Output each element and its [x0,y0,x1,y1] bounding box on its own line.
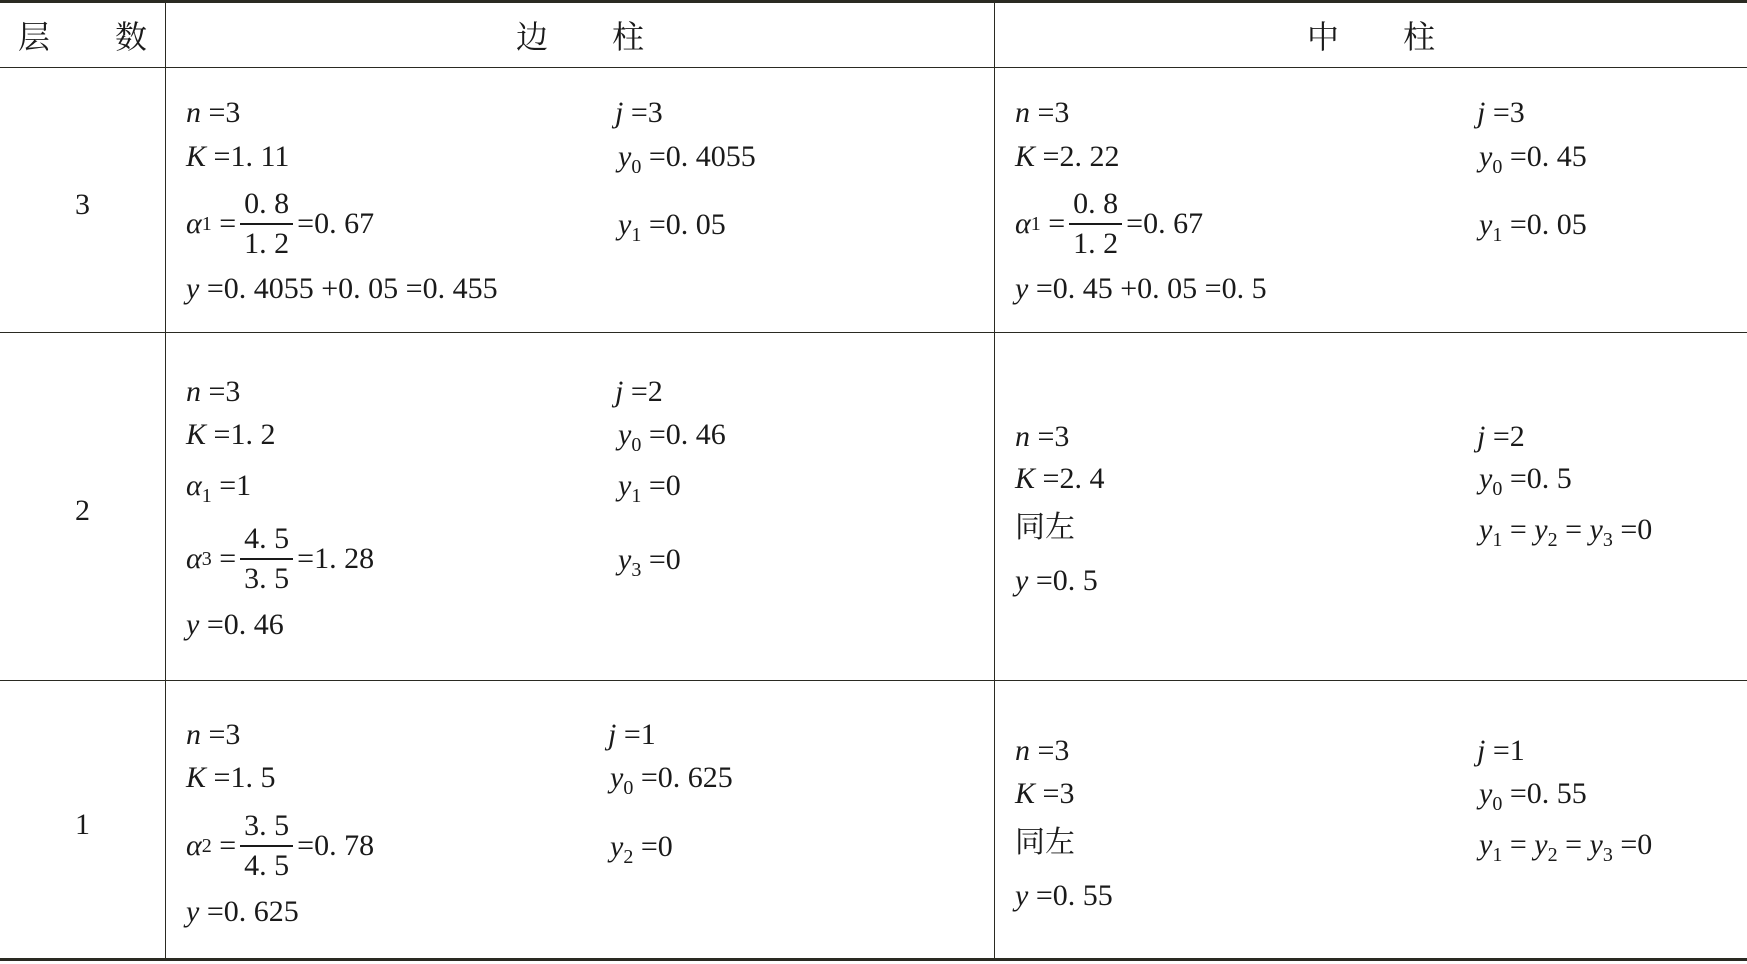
r1-edge-alpha2: α 2 = $\frac{3. 5}{4. 5}$ = 0. 78 [186,809,375,882]
r1-mid-y: y =0. 55 [1015,879,1113,912]
header-edge-b: 柱 [612,19,645,55]
r1-edge-K-val: 1. 5 [230,761,276,794]
r1-edge-alpha2-val: 0. 78 [314,829,375,862]
r3-edge-alpha-frac [240,189,293,259]
r2-edge-n-val: 3 [225,375,241,408]
r3-mid-K-val: 2. 22 [1059,140,1120,173]
r2-mid-K: K =2. 4 [1015,462,1105,495]
r3-edge-y1: $y_1 =0$. 05 [618,208,726,246]
r3-mid-j-val: 3 [1509,96,1525,129]
r1-mid-same: 同左 [1015,826,1075,859]
r3-mid-K: K =2. 22 [1015,140,1120,173]
r1-mid-n-val: 3 [1054,734,1070,767]
r2-edge-y-val: 0. 46 [223,608,284,641]
r2-edge-y3-val: 0 [665,543,681,576]
r1-mid-n: n =3 [1015,734,1070,767]
r1-mid-y0-val: 0. 55 [1526,777,1587,810]
r1-edge-y2: $y_2 =0$ [610,830,673,868]
r3-mid-y0: $y_0 =0$. 45 [1479,140,1587,178]
r2-edge-alpha1: $\alpha_1 =1$ [186,469,252,507]
r2-mid-same: 同左 [1015,511,1075,544]
r1-edge-y0-val: 0. 625 [657,761,733,794]
r2-edge-y1: $y_1 =0$ [618,469,681,507]
r3-edge-j-val: 3 [647,96,663,129]
r3-mid-y: y =0. 45 +0. 05 =0. 5 [1015,272,1267,305]
row-rule-2 [0,680,1747,681]
r2-mid-y0: $y_0 =0$. 5 [1479,462,1572,500]
r3-edge-y: y =0. 4055 +0. 05 =0. 455 [186,272,498,305]
r3-mid-y1-val: 0. 05 [1526,208,1587,241]
r2-mid-y0-val: 0. 5 [1526,462,1572,495]
r2-edge-alpha3-den: 3. 5 [244,562,290,595]
r1-mid-j-val: 1 [1509,734,1525,767]
r3-mid-y0-val: 0. 45 [1526,140,1587,173]
col-rule-1 [165,3,166,958]
r1-edge-y2-val: 0 [657,830,673,863]
r2-mid-n: n =3 [1015,420,1070,453]
r2-edge-j-val: 2 [647,375,663,408]
r1-mid-y0: $y_0 =0$. 55 [1479,777,1587,815]
r3-mid-n: n =3 [1015,96,1070,129]
r2-edge-alpha3-num: 4. 5 [240,524,293,560]
header-layer-a: 层 [18,19,51,55]
r1-edge-n: n =3 [186,718,241,751]
header-rule [0,67,1747,68]
r2-mid-y123-val: 0 [1637,513,1653,546]
r1-edge-j-val: 1 [640,718,656,751]
r3-edge-alpha-val: 0. 67 [314,207,375,240]
r3-edge-alpha-den: 1. 2 [244,227,290,260]
r2-edge-j: j =2 [615,375,663,408]
header-edge-a: 边 [515,19,548,55]
header-mid-a: 中 [1306,19,1339,55]
r3-mid-n-val: 3 [1054,96,1070,129]
r1-edge-y0: $y_0 =0$. 625 [610,761,733,799]
r1-edge-alpha2-num: 3. 5 [240,811,293,847]
layer-2: 2 [75,494,90,527]
r1-mid-y123-val: 0 [1637,828,1653,861]
r1-edge-K: K =1. 5 [186,761,276,794]
r2-edge-y0: $y_0 =0$. 46 [618,418,726,456]
col-rule-2 [994,3,995,958]
r2-edge-K: K =1. 2 [186,418,276,451]
r3-edge-y0: $y_0 =0$. 4055 [618,140,756,178]
r1-edge-j: j =1 [608,718,656,751]
header-layer-b: 数 [114,19,147,55]
layer-1: 1 [75,808,90,841]
r1-mid-y123: $y_1 = y_2 = y_3 =0$ [1479,828,1653,866]
r2-mid-j-val: 2 [1509,420,1525,453]
r3-mid-alpha: α 1 = $\frac{0. 8}{1. 2}$ = 0. 67 [1015,187,1204,260]
r1-mid-j: j =1 [1477,734,1525,767]
r2-edge-alpha1-val: 1 [236,469,252,502]
bottom-rule [0,958,1747,961]
r3-edge-n-val: 3 [225,96,241,129]
r1-edge-y-val: 0. 625 [223,895,299,928]
header-edge-column [166,3,994,67]
r3-mid-alpha-val: 0. 67 [1143,207,1204,240]
header-layer [0,3,165,67]
r3-edge-y-val: 0. 4055 +0. 05 =0. 455 [223,272,498,305]
layer-3: 3 [75,188,90,221]
r2-mid-y123: $y_1 = y_2 = y_3 =0$ [1479,513,1653,551]
r3-mid-y-val: 0. 45 +0. 05 =0. 5 [1052,272,1267,305]
r2-mid-n-val: 3 [1054,420,1070,453]
r1-edge-alpha2-den: 4. 5 [244,849,290,882]
r3-mid-alpha-den: 1. 2 [1073,227,1119,260]
r3-mid-alpha-frac [1069,189,1122,259]
header-mid-column [995,3,1747,67]
r3-edge-alpha: α 1 = $\frac{0. 8}{1. 2}$ = 0. 67 [186,187,375,260]
r2-mid-K-val: 2. 4 [1059,462,1105,495]
r2-edge-alpha3-frac [240,524,293,594]
r3-edge-K-val: 1. 11 [230,140,290,173]
r1-edge-n-val: 3 [225,718,241,751]
r2-edge-n: n =3 [186,375,241,408]
r3-edge-n: n =3 [186,96,241,129]
r1-edge-y: y =0. 625 [186,895,299,928]
r1-edge-alpha2-frac [240,811,293,881]
r2-edge-y1-val: 0 [665,469,681,502]
r2-mid-j: j =2 [1477,420,1525,453]
r2-edge-y3: $y_3 =0$ [618,543,681,581]
r3-edge-y1-val: 0. 05 [665,208,726,241]
r2-mid-y: y =0. 5 [1015,564,1098,597]
r3-edge-K: K =1. 11 [186,140,290,173]
r1-mid-y-val: 0. 55 [1052,879,1113,912]
r2-edge-K-val: 1. 2 [230,418,276,451]
header-mid-b: 柱 [1403,19,1436,55]
r2-edge-alpha3: α 3 = $\frac{4. 5}{3. 5}$ = 1. 28 [186,522,375,595]
r2-edge-y0-val: 0. 46 [665,418,726,451]
r1-mid-K-val: 3 [1059,777,1075,810]
r2-edge-y: y =0. 46 [186,608,284,641]
r3-mid-j: j =3 [1477,96,1525,129]
r3-mid-y1: $y_1 =0$. 05 [1479,208,1587,246]
row-rule-1 [0,332,1747,333]
r3-edge-j: j =3 [615,96,663,129]
r3-mid-alpha-num: 0. 8 [1069,189,1122,225]
r2-mid-y-val: 0. 5 [1052,564,1098,597]
r3-edge-alpha-num: 0. 8 [240,189,293,225]
r3-edge-y0-val: 0. 4055 [665,140,756,173]
r1-mid-K: K =3 [1015,777,1075,810]
r2-edge-alpha3-val: 1. 28 [314,542,375,575]
